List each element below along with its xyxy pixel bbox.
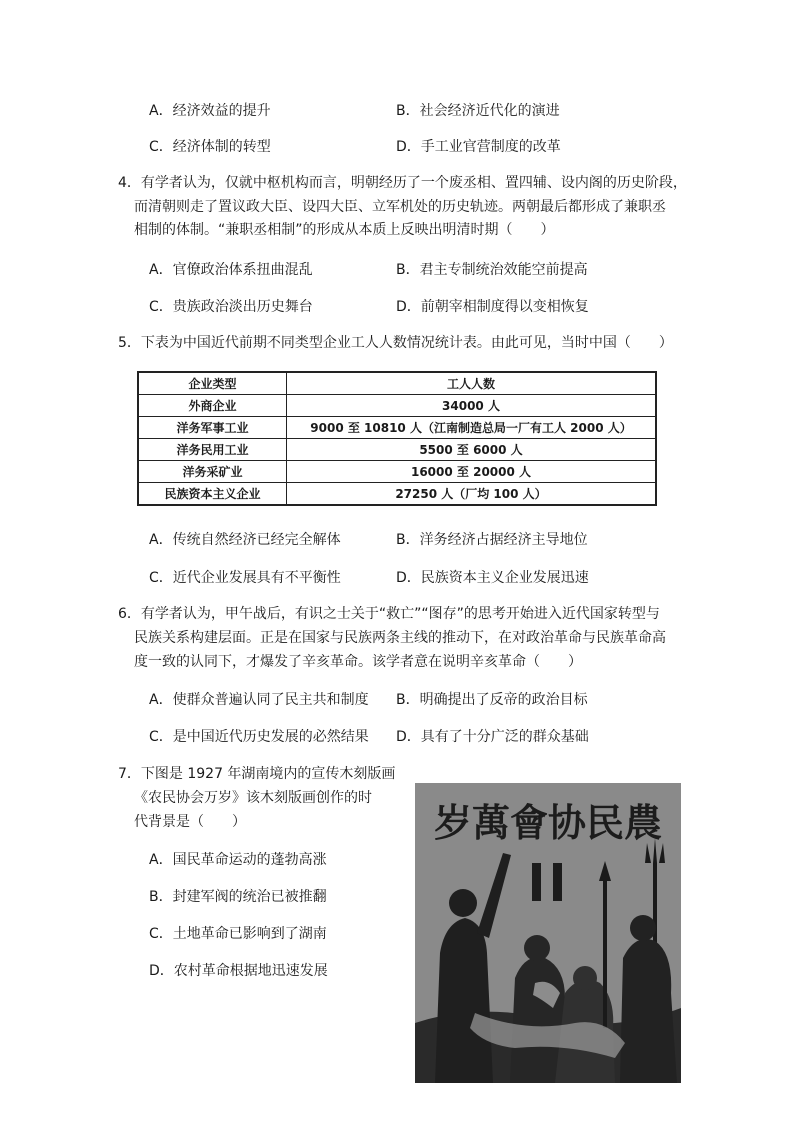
q7-option-c: C．土地革命已影响到了湖南 [149,926,327,942]
table-header-row [138,372,656,395]
table-header-cell: 企业类型 [138,372,287,395]
table-row [138,395,656,417]
q7-option-a: A．国民革命运动的蓬勃高涨 [149,852,327,868]
q3-option-c: C．经济体制的转型 [149,139,271,155]
q4-stem-line2: 而清朝则走了置议政大臣、设四大臣、立军机处的历史轨迹。两朝最后都形成了兼职丞 [134,199,666,215]
table-cell: 9000 至 10810 人（江南制造总局一厂有工人 2000 人） [287,417,657,439]
q4-option-a: A．官僚政治体系扭曲混乱 [149,262,313,278]
q7-stem-line1: 7．下图是 1927 年湖南境内的宣传木刻版画 [118,766,396,782]
table-cell: 洋务军事工业 [138,417,287,439]
woodcut-scene-illustration [415,783,681,1083]
q6-option-c: C．是中国近代历史发展的必然结果 [149,729,369,745]
q3-option-a: A．经济效益的提升 [149,103,271,119]
q4-option-b: B．君主专制统治效能空前提高 [396,262,588,278]
table-row [138,461,656,483]
q5-option-d: D．民族资本主义企业发展迅速 [396,570,589,586]
table-cell: 洋务民用工业 [138,439,287,461]
table-row [138,483,656,506]
q4-stem-line1: 4．有学者认为，仅就中枢机构而言，明朝经历了一个废丞相、置四辅、设内阁的历史阶段， [118,175,687,191]
q5-option-c: C．近代企业发展具有不平衡性 [149,570,341,586]
woodcut-print-image [415,783,681,1083]
table-cell: 5500 至 6000 人 [287,439,657,461]
q6-stem-line2: 民族关系构建层面。正是在国家与民族两条主线的推动下，在对政治革命与民族革命高 [134,630,666,646]
table-header-cell: 工人人数 [287,372,657,395]
q5-stem-line1: 5．下表为中国近代前期不同类型企业工人人数情况统计表。由此可见，当时中国（ ） [118,335,673,351]
q5-option-b: B．洋务经济占据经济主导地位 [396,532,588,548]
q6-stem-line1: 6．有学者认为，甲午战后，有识之士关于“救亡”“图存”的思考开始进入近代国家转型与 [118,606,660,622]
table-cell: 外商企业 [138,395,287,417]
table-cell: 民族资本主义企业 [138,483,287,506]
q4-option-c: C．贵族政治淡出历史舞台 [149,299,313,315]
q6-option-a: A．使群众普遍认同了民主共和制度 [149,692,369,708]
q4-stem-line3: 相制的体制。“兼职丞相制”的形成从本质上反映出明清时期（ ） [134,222,555,238]
q6-stem-line3: 度一致的认同下，才爆发了辛亥革命。该学者意在说明辛亥革命（ ） [134,654,582,670]
q5-option-a: A．传统自然经济已经完全解体 [149,532,341,548]
table-cell: 16000 至 20000 人 [287,461,657,483]
q3-option-b: B．社会经济近代化的演进 [396,103,560,119]
table-cell: 洋务采矿业 [138,461,287,483]
q3-option-d: D．手工业官营制度的改革 [396,139,561,155]
table-cell: 34000 人 [287,395,657,417]
q7-option-d: D．农村革命根据地迅速发展 [149,963,328,979]
q7-option-b: B．封建军阀的统治已被推翻 [149,889,327,905]
q6-option-b: B．明确提出了反帝的政治目标 [396,692,588,708]
q4-option-d: D．前朝宰相制度得以变相恢复 [396,299,589,315]
q6-option-d: D．具有了十分广泛的群众基础 [396,729,589,745]
q7-stem-line3: 代背景是（ ） [134,814,246,830]
woodcut-banner: 岁萬會协民農 [433,799,662,845]
table-row [138,439,656,461]
worker-count-table [137,371,657,506]
table-cell: 27250 人（厂均 100 人） [287,483,657,506]
table-row [138,417,656,439]
q7-stem-line2: 《农民协会万岁》该木刻版画创作的时 [134,790,372,806]
